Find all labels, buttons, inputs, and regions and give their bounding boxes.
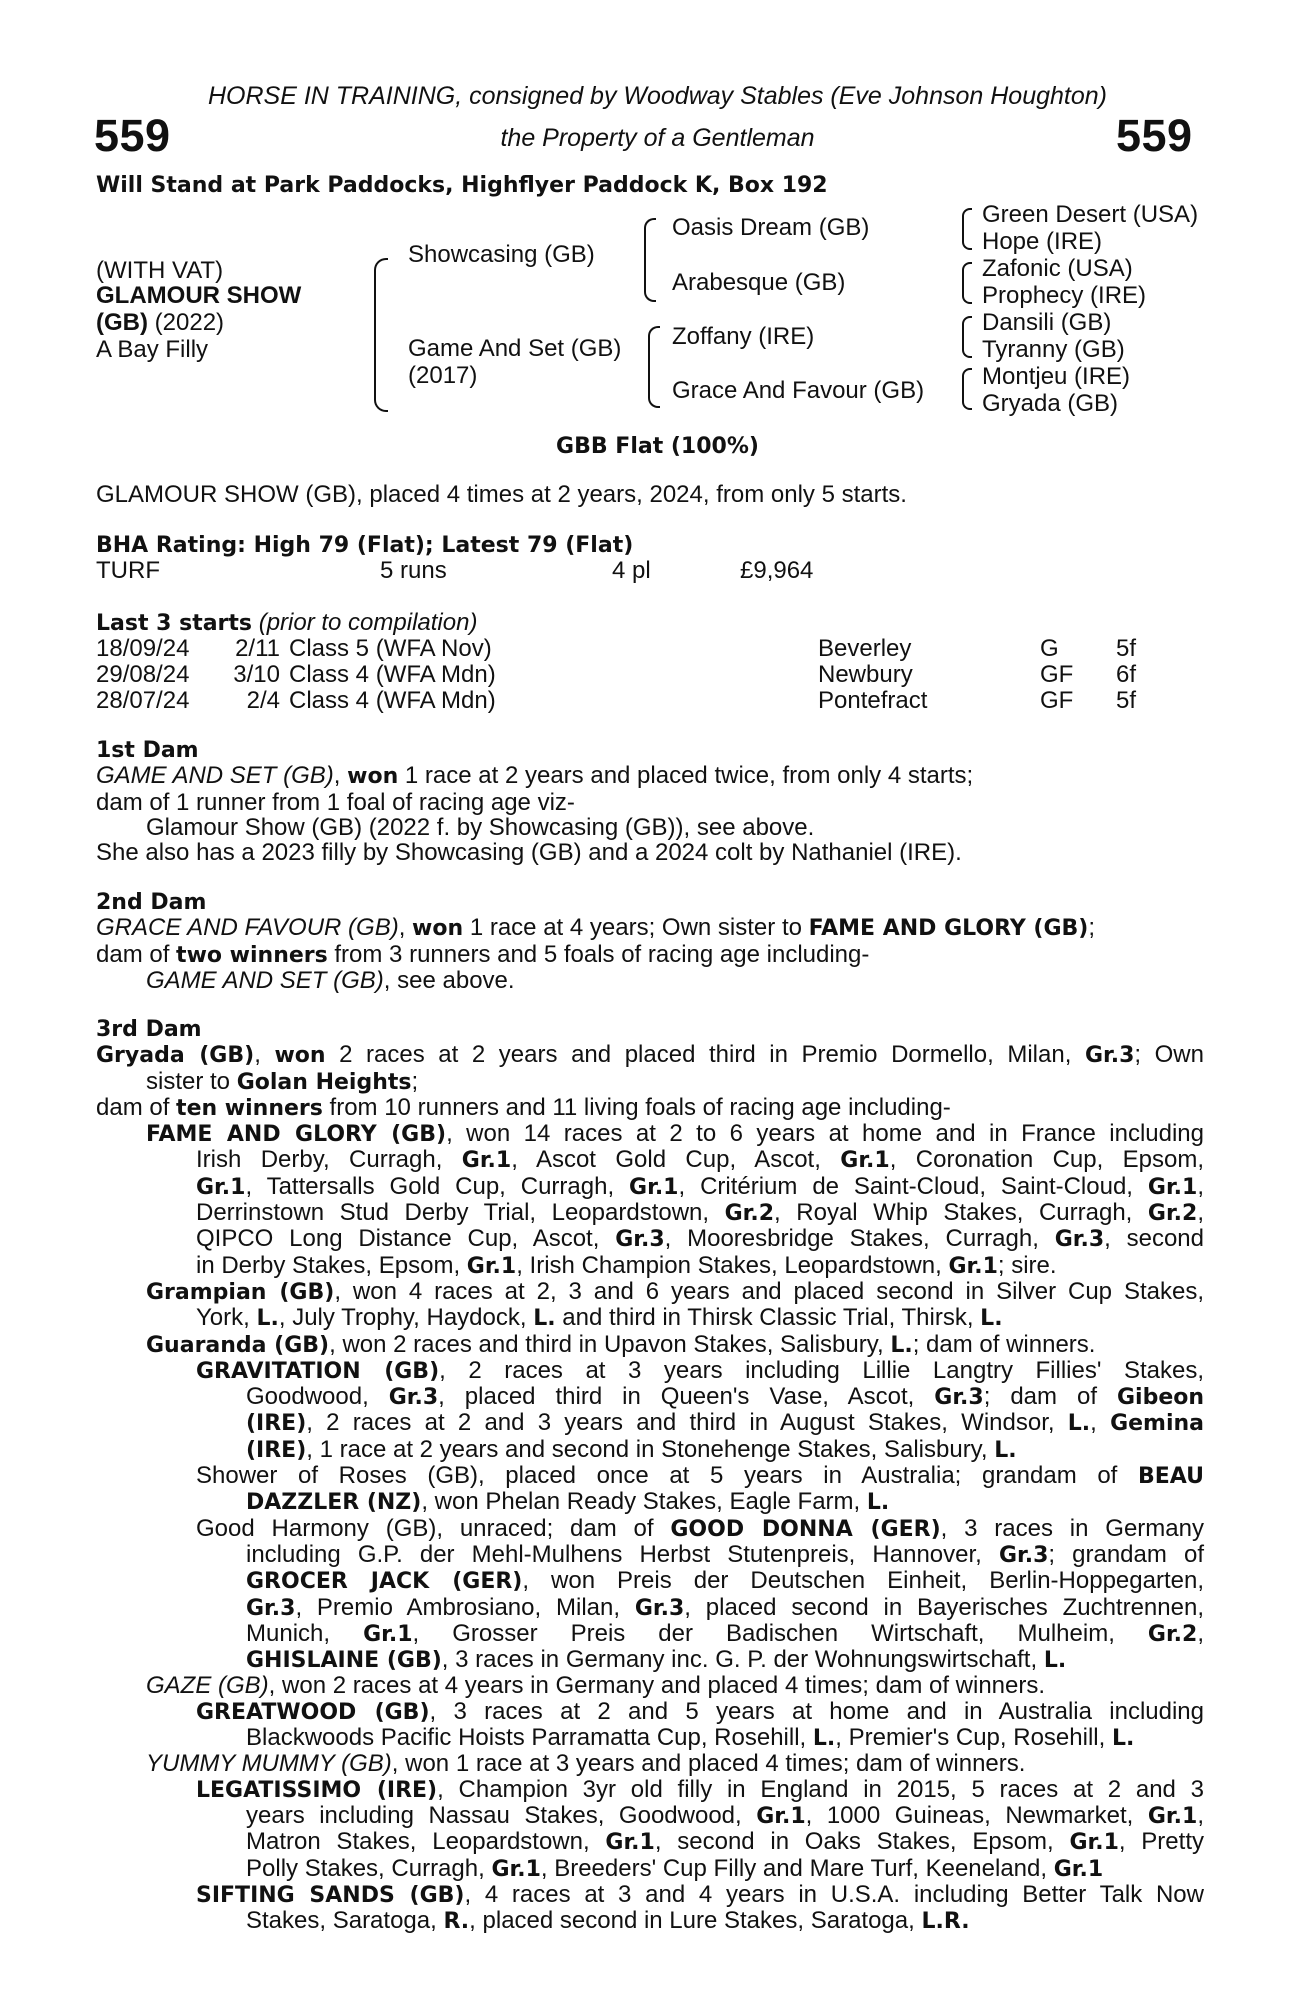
produce-entry-line bbox=[96, 1489, 1204, 1515]
text-run: L.R. bbox=[921, 1909, 970, 1935]
text-run: , 3 races at 2 and 5 years at home and in Australia including bbox=[429, 1697, 1204, 1725]
horse-origin: (GB) bbox=[96, 309, 148, 336]
text-run: GRACE AND FAVOUR (GB) bbox=[96, 914, 399, 942]
text-run: Gr.3 bbox=[1054, 1227, 1105, 1253]
second-dam-heading: 2nd Dam bbox=[96, 890, 207, 915]
second-dam-line bbox=[96, 968, 1204, 993]
third-dam-line bbox=[96, 1069, 1204, 1095]
text-run: Irish Derby, Curragh, bbox=[196, 1146, 462, 1174]
text-run: , bbox=[1197, 1172, 1205, 1200]
text-run: Gr.1 bbox=[1053, 1856, 1104, 1882]
text-run: , 2 races at 2 and 3 years and third in August Stakes, Windsor, bbox=[306, 1409, 1068, 1437]
text-run: FAME AND GLORY (GB) bbox=[808, 916, 1089, 942]
pedigree-g5: Dansili (GB) bbox=[982, 309, 1112, 336]
start-class: Class 5 (WFA Nov) bbox=[289, 635, 492, 662]
start-row bbox=[0, 662, 1315, 688]
produce-entry-line bbox=[96, 1305, 1204, 1331]
text-run: ; bbox=[1088, 914, 1096, 942]
text-run: , second bbox=[1104, 1225, 1204, 1253]
produce-entry-line bbox=[96, 1725, 1204, 1751]
text-run: ; Own bbox=[1134, 1041, 1204, 1069]
text-run: ; sire. bbox=[997, 1251, 1057, 1279]
pedigree-brace-dam bbox=[648, 326, 660, 408]
text-run: Gr.3 bbox=[246, 1595, 296, 1621]
text-run: GHISLAINE (GB) bbox=[246, 1648, 442, 1674]
text-run: Polly Stakes, Curragh, bbox=[246, 1854, 492, 1882]
text-run: Gr.3 bbox=[1084, 1043, 1135, 1069]
third-dam-line bbox=[96, 1042, 1204, 1068]
pedigree-brace-g78 bbox=[962, 368, 972, 410]
last-starts-title: Last 3 starts bbox=[96, 611, 253, 636]
text-run: Gemina bbox=[1110, 1411, 1205, 1437]
text-run: GOOD DONNA (GER) bbox=[670, 1516, 941, 1542]
produce-entry-line bbox=[96, 1147, 1204, 1173]
text-run: Gr.1 bbox=[948, 1253, 998, 1279]
text-run: , 3 races in Germany bbox=[940, 1514, 1204, 1542]
text-run: , bbox=[254, 1041, 275, 1069]
produce-entry-line bbox=[96, 1516, 1204, 1542]
lot-number-right: 559 bbox=[1116, 110, 1193, 161]
vat-note: (WITH VAT) bbox=[96, 257, 224, 284]
text-run: Munich, bbox=[246, 1619, 364, 1647]
pedigree-brace-g56 bbox=[962, 316, 972, 358]
text-run: (IRE) bbox=[246, 1411, 307, 1437]
pedigree-dam-dam: Grace And Favour (GB) bbox=[672, 377, 925, 404]
text-run: , won Preis der Deutschen Einheit, Berlin-Hoppegarten, bbox=[522, 1567, 1204, 1595]
produce-entry-line bbox=[96, 1358, 1204, 1384]
text-run: L. bbox=[256, 1306, 279, 1332]
text-run: , bbox=[1197, 1619, 1205, 1647]
text-run: , Grosser Preis der Badischen Wirtschaft, Mulheim, bbox=[412, 1619, 1148, 1647]
pedigree-dam: Game And Set (GB) bbox=[408, 335, 622, 362]
produce-entry-line bbox=[96, 1621, 1204, 1647]
produce-entry-line bbox=[96, 1174, 1204, 1200]
text-run: Guaranda (GB) bbox=[146, 1332, 330, 1358]
text-run: DAZZLER (NZ) bbox=[246, 1490, 422, 1516]
produce-entry-line bbox=[96, 1751, 1204, 1776]
text-run: Gryada (GB) bbox=[96, 1043, 255, 1069]
start-course: Beverley bbox=[818, 635, 912, 662]
produce-entry-line bbox=[96, 1332, 1204, 1358]
last-starts-heading bbox=[96, 610, 477, 637]
text-run: L. bbox=[1043, 1648, 1067, 1674]
text-run: Gr.3 bbox=[634, 1595, 685, 1621]
text-run: Gr.2 bbox=[724, 1201, 775, 1227]
text-run: , 1 race at 2 years and second in Stonehenge Stakes, Salisbury, bbox=[306, 1435, 995, 1463]
stabling-location: Will Stand at Park Paddocks, Highflyer Paddock K, Box 192 bbox=[96, 173, 828, 198]
pedigree-brace-g34 bbox=[962, 262, 972, 304]
text-run: Gr.1 bbox=[1069, 1830, 1119, 1856]
start-course: Newbury bbox=[818, 661, 913, 688]
third-dam-heading: 3rd Dam bbox=[96, 1017, 202, 1042]
text-run: GREATWOOD (GB) bbox=[196, 1699, 430, 1725]
text-run: 1 race at 4 years; Own sister to bbox=[463, 914, 809, 942]
text-run: Gr.2 bbox=[1147, 1621, 1198, 1647]
produce-entry-line bbox=[96, 1699, 1204, 1725]
first-dam-line: She also has a 2023 filly by Showcasing (GB) and a 2024 colt by Nathaniel (IRE). bbox=[96, 839, 962, 867]
text-run: , placed second in Bayerisches Zuchtrennen, bbox=[684, 1593, 1204, 1621]
text-run: L. bbox=[1067, 1411, 1091, 1437]
pedigree-brace-sire bbox=[644, 218, 656, 302]
text-run: Gr.1 bbox=[840, 1148, 890, 1174]
text-run: York, bbox=[196, 1304, 257, 1332]
text-run: Derrinstown Stud Derby Trial, Leopardstown, bbox=[196, 1199, 725, 1227]
text-run: Gibeon bbox=[1116, 1385, 1205, 1411]
start-distance: 5f bbox=[1116, 635, 1137, 662]
text-run: , won 2 races and third in Upavon Stakes, Salisbury, bbox=[329, 1330, 891, 1358]
pedigree-g4: Prophecy (IRE) bbox=[982, 282, 1147, 309]
text-run: including G.P. der Mehl-Mulhens Herbst Stutenpreis, Hannover, bbox=[246, 1540, 999, 1568]
text-run: ; dam of winners. bbox=[912, 1330, 1096, 1358]
text-run: , Premio Ambrosiano, Milan, bbox=[295, 1593, 635, 1621]
second-dam-line bbox=[96, 915, 1204, 941]
text-run: , Critérium de Saint-Cloud, Saint-Cloud, bbox=[678, 1172, 1148, 1200]
text-run: , bbox=[398, 914, 413, 942]
rating-earnings: £9,964 bbox=[740, 557, 814, 584]
pedigree-sire: Showcasing (GB) bbox=[408, 241, 595, 268]
text-run: sister to bbox=[146, 1067, 237, 1095]
start-class: Class 4 (WFA Mdn) bbox=[289, 687, 496, 714]
start-position: 3/10 bbox=[233, 661, 280, 688]
text-run: L. bbox=[812, 1726, 836, 1752]
start-date: 18/09/24 bbox=[96, 635, 190, 662]
pedigree-g1: Green Desert (USA) bbox=[982, 201, 1199, 228]
text-run: won bbox=[347, 764, 399, 790]
produce-entry-line bbox=[96, 1829, 1204, 1855]
produce-entry-line bbox=[96, 1121, 1204, 1147]
produce-entry-line bbox=[96, 1384, 1204, 1410]
horse-description: A Bay Filly bbox=[96, 336, 209, 363]
text-run: L. bbox=[994, 1437, 1017, 1463]
start-position: 2/4 bbox=[246, 687, 280, 714]
produce-entry-line bbox=[96, 1253, 1204, 1279]
produce-entry-line bbox=[96, 1647, 1204, 1673]
second-dam-line bbox=[96, 942, 1204, 968]
second-dam-section bbox=[96, 890, 1204, 993]
start-going: G bbox=[1040, 635, 1059, 662]
horse-year: (2022) bbox=[154, 309, 225, 336]
produce-entry-line bbox=[96, 1437, 1204, 1463]
pedigree-dam-sire: Zoffany (IRE) bbox=[672, 323, 815, 350]
text-run: L. bbox=[866, 1490, 890, 1516]
text-run: , 2 races at 3 years including Lillie Langtry Fillies' Stakes, bbox=[439, 1356, 1205, 1384]
text-run: won bbox=[412, 916, 464, 942]
horse-name-line bbox=[96, 283, 301, 309]
text-run: , bbox=[333, 762, 348, 790]
text-run: Gr.1 bbox=[461, 1148, 512, 1174]
text-run: , bbox=[1090, 1409, 1111, 1437]
pedigree-g2: Hope (IRE) bbox=[982, 228, 1103, 255]
text-run: , Irish Champion Stakes, Leopardstown, bbox=[516, 1251, 949, 1279]
text-run: GRAVITATION (GB) bbox=[196, 1358, 440, 1384]
text-run: , 4 races at 3 and 4 years in U.S.A. including Better Talk Now bbox=[464, 1880, 1204, 1908]
start-row bbox=[0, 688, 1315, 714]
text-run: Gr.1 bbox=[466, 1253, 517, 1279]
text-run: , second in Oaks Stakes, Epsom, bbox=[654, 1828, 1070, 1856]
text-run: , won 2 races at 4 years in Germany and placed 4 times; dam of winners. bbox=[268, 1672, 1046, 1700]
text-run: from 3 runners and 5 foals of racing age including- bbox=[327, 940, 870, 968]
text-run: L. bbox=[1111, 1726, 1135, 1752]
lot-number-left: 559 bbox=[94, 110, 171, 161]
pedigree-g8: Gryada (GB) bbox=[982, 390, 1119, 417]
first-dam-heading: 1st Dam bbox=[96, 738, 199, 763]
start-distance: 5f bbox=[1116, 687, 1137, 714]
text-run: Shower of Roses (GB), placed once at 5 years in Australia; grandam of bbox=[196, 1462, 1138, 1490]
text-run: Gr.1 bbox=[756, 1803, 806, 1829]
text-run: , see above. bbox=[383, 966, 515, 994]
text-run: , July Trophy, Haydock, bbox=[278, 1304, 534, 1332]
text-run: 2 races at 2 years and placed third in Premio Dormello, Milan, bbox=[325, 1041, 1085, 1069]
pedigree-g6: Tyranny (GB) bbox=[982, 336, 1125, 363]
text-run: Goodwood, bbox=[246, 1383, 389, 1411]
horse-name: GLAMOUR SHOW bbox=[96, 282, 302, 309]
text-run: , placed third in Queen's Vase, Ascot, bbox=[438, 1383, 935, 1411]
produce-entry-line bbox=[96, 1279, 1204, 1305]
text-run: Gr.1 bbox=[1147, 1174, 1198, 1200]
text-run: (IRE) bbox=[246, 1437, 307, 1463]
rating-runs: 5 runs bbox=[380, 557, 447, 584]
text-run: , Ascot Gold Cup, Ascot, bbox=[511, 1146, 841, 1174]
text-run: , placed second in Lure Stakes, Saratoga, bbox=[469, 1907, 922, 1935]
text-run: , Premier's Cup, Rosehill, bbox=[835, 1724, 1112, 1752]
text-run: Gr.1 bbox=[491, 1856, 541, 1882]
text-run: BEAU bbox=[1137, 1464, 1204, 1490]
produce-entry-line bbox=[96, 1673, 1204, 1698]
first-dam-line: Glamour Show (GB) (2022 f. by Showcasing (GB)), see above. bbox=[146, 813, 815, 841]
produce-entry-line bbox=[96, 1856, 1204, 1882]
gbb-note: GBB Flat (100%) bbox=[556, 434, 759, 459]
text-run: Golan Heights bbox=[236, 1069, 412, 1095]
text-run: in Derby Stakes, Epsom, bbox=[196, 1251, 467, 1279]
produce-entry-line bbox=[96, 1410, 1204, 1436]
text-run: Gr.1 bbox=[1147, 1803, 1198, 1829]
text-run: L. bbox=[533, 1306, 556, 1332]
text-run: Grampian (GB) bbox=[146, 1279, 335, 1305]
bha-rating-heading: BHA Rating: High 79 (Flat); Latest 79 (Flat) bbox=[96, 533, 634, 558]
produce-entry-line bbox=[96, 1803, 1204, 1829]
text-run: , Royal Whip Stakes, Curragh, bbox=[774, 1199, 1148, 1227]
text-run: ; bbox=[411, 1067, 419, 1095]
text-run: Matron Stakes, Leopardstown, bbox=[246, 1828, 606, 1856]
text-run: Gr.1 bbox=[196, 1174, 246, 1200]
text-run: SIFTING SANDS (GB) bbox=[196, 1882, 465, 1908]
text-run: , bbox=[1197, 1199, 1205, 1227]
pedigree-sire-sire: Oasis Dream (GB) bbox=[672, 214, 870, 241]
text-run: , Mooresbridge Stakes, Curragh, bbox=[664, 1225, 1055, 1253]
pedigree-brace-main bbox=[374, 258, 388, 412]
text-run: LEGATISSIMO (IRE) bbox=[196, 1777, 438, 1803]
text-run: ten winners bbox=[176, 1095, 323, 1121]
text-run: GROCER JACK (GER) bbox=[246, 1569, 523, 1595]
last-starts-note: (prior to compilation) bbox=[258, 609, 478, 636]
text-run: R. bbox=[443, 1909, 470, 1935]
text-run: Gr.1 bbox=[363, 1621, 413, 1647]
text-run: dam of bbox=[96, 940, 177, 968]
start-going: GF bbox=[1040, 687, 1074, 714]
text-run: from 10 runners and 11 living foals of racing age including- bbox=[322, 1093, 951, 1121]
text-run: Gr.3 bbox=[615, 1227, 665, 1253]
start-date: 28/07/24 bbox=[96, 687, 190, 714]
page-header-title: HORSE IN TRAINING, consigned by Woodway Stables (Eve Johnson Houghton) bbox=[207, 82, 1107, 110]
first-dam-line: dam of 1 runner from 1 foal of racing age viz- bbox=[96, 788, 575, 816]
third-dam-section bbox=[96, 1017, 1204, 1934]
text-run: YUMMY MUMMY (GB) bbox=[146, 1750, 392, 1778]
produce-entry-line bbox=[96, 1595, 1204, 1621]
text-run: Blackwoods Pacific Hoists Parramatta Cup, Rosehill, bbox=[246, 1724, 813, 1752]
text-run: , 1000 Guineas, Newmarket, bbox=[805, 1801, 1148, 1829]
first-dam-section bbox=[96, 738, 1204, 865]
text-run: GAZE (GB) bbox=[146, 1672, 269, 1700]
start-going: GF bbox=[1040, 661, 1074, 688]
text-run: Good Harmony (GB), unraced; dam of bbox=[196, 1514, 671, 1542]
text-run: Gr.3 bbox=[934, 1385, 984, 1411]
text-run: , Tattersalls Gold Cup, Curragh, bbox=[245, 1172, 630, 1200]
text-run: ; dam of bbox=[983, 1383, 1117, 1411]
text-run: 1 race at 2 years and placed twice, from only 4 starts; bbox=[398, 762, 974, 790]
start-row bbox=[0, 636, 1315, 662]
pedigree-dam-year: (2017) bbox=[408, 362, 478, 389]
produce-entry-line bbox=[96, 1882, 1204, 1908]
text-run: QIPCO Long Distance Cup, Ascot, bbox=[196, 1225, 616, 1253]
text-run: and third in Thirsk Classic Trial, Thirsk, bbox=[555, 1304, 981, 1332]
race-summary: GLAMOUR SHOW (GB), placed 4 times at 2 years, 2024, from only 5 starts. bbox=[96, 481, 907, 508]
text-run: Gr.3 bbox=[998, 1542, 1049, 1568]
text-run: , Champion 3yr old filly in England in 2015, 5 races at 2 and 3 bbox=[437, 1775, 1204, 1803]
text-run: Gr.1 bbox=[605, 1830, 655, 1856]
text-run: Gr.1 bbox=[629, 1174, 679, 1200]
text-run: , Pretty bbox=[1118, 1828, 1204, 1856]
produce-entry-line bbox=[96, 1226, 1204, 1252]
pedigree-g3: Zafonic (USA) bbox=[982, 255, 1133, 282]
text-run: , won 4 races at 2, 3 and 6 years and placed second in Silver Cup Stakes, bbox=[334, 1277, 1204, 1305]
produce-entry-line bbox=[96, 1463, 1204, 1489]
text-run: , 3 races in Germany inc. G. P. der Wohnungswirtschaft, bbox=[441, 1646, 1044, 1674]
first-dam-line: GAME AND SET (GB), won 1 race at 2 years and placed twice, from only 4 starts; bbox=[96, 762, 974, 790]
text-run: , bbox=[1197, 1801, 1204, 1829]
text-run: L. bbox=[980, 1306, 1003, 1332]
horse-origin-line bbox=[96, 310, 224, 336]
third-dam-line bbox=[96, 1095, 1204, 1121]
text-run: L. bbox=[890, 1332, 913, 1358]
text-run: , Breeders' Cup Filly and Mare Turf, Keeneland, bbox=[540, 1854, 1054, 1882]
text-run: won bbox=[274, 1043, 326, 1069]
pedigree-sire-dam: Arabesque (GB) bbox=[672, 269, 846, 296]
pedigree-brace-g12 bbox=[962, 208, 972, 250]
produce-entry-line bbox=[96, 1777, 1204, 1803]
text-run: FAME AND GLORY (GB) bbox=[146, 1122, 447, 1148]
text-run: , Coronation Cup, Epsom, bbox=[889, 1146, 1205, 1174]
text-run: Gr.2 bbox=[1147, 1201, 1198, 1227]
produce-entry-line bbox=[96, 1542, 1204, 1568]
rating-placed: 4 pl bbox=[612, 557, 651, 584]
text-run: Stakes, Saratoga, bbox=[246, 1907, 444, 1935]
text-run: ; grandam of bbox=[1048, 1540, 1204, 1568]
start-date: 29/08/24 bbox=[96, 661, 190, 688]
rating-surface: TURF bbox=[96, 557, 160, 584]
text-run: , won 1 race at 3 years and placed 4 times; dam of winners. bbox=[391, 1750, 1026, 1778]
produce-entry-line bbox=[96, 1200, 1204, 1226]
produce-entry-line bbox=[96, 1568, 1204, 1594]
text-run: GAME AND SET (GB) bbox=[146, 966, 384, 994]
text-run: years including Nassau Stakes, Goodwood, bbox=[246, 1801, 757, 1829]
text-run: , won Phelan Ready Stakes, Eagle Farm, bbox=[421, 1488, 867, 1516]
produce-entry-line bbox=[96, 1908, 1204, 1934]
start-class: Class 4 (WFA Mdn) bbox=[289, 661, 496, 688]
text-run: dam of bbox=[96, 1093, 177, 1121]
text-run: , won 14 races at 2 to 6 years at home and in France including bbox=[446, 1120, 1204, 1148]
page-header-subtitle: the Property of a Gentleman bbox=[500, 124, 815, 152]
text-run: Gr.3 bbox=[388, 1385, 439, 1411]
start-course: Pontefract bbox=[818, 687, 928, 714]
text-run: two winners bbox=[176, 942, 328, 968]
pedigree-g7: Montjeu (IRE) bbox=[982, 363, 1131, 390]
start-distance: 6f bbox=[1116, 661, 1137, 688]
start-position: 2/11 bbox=[235, 635, 280, 662]
